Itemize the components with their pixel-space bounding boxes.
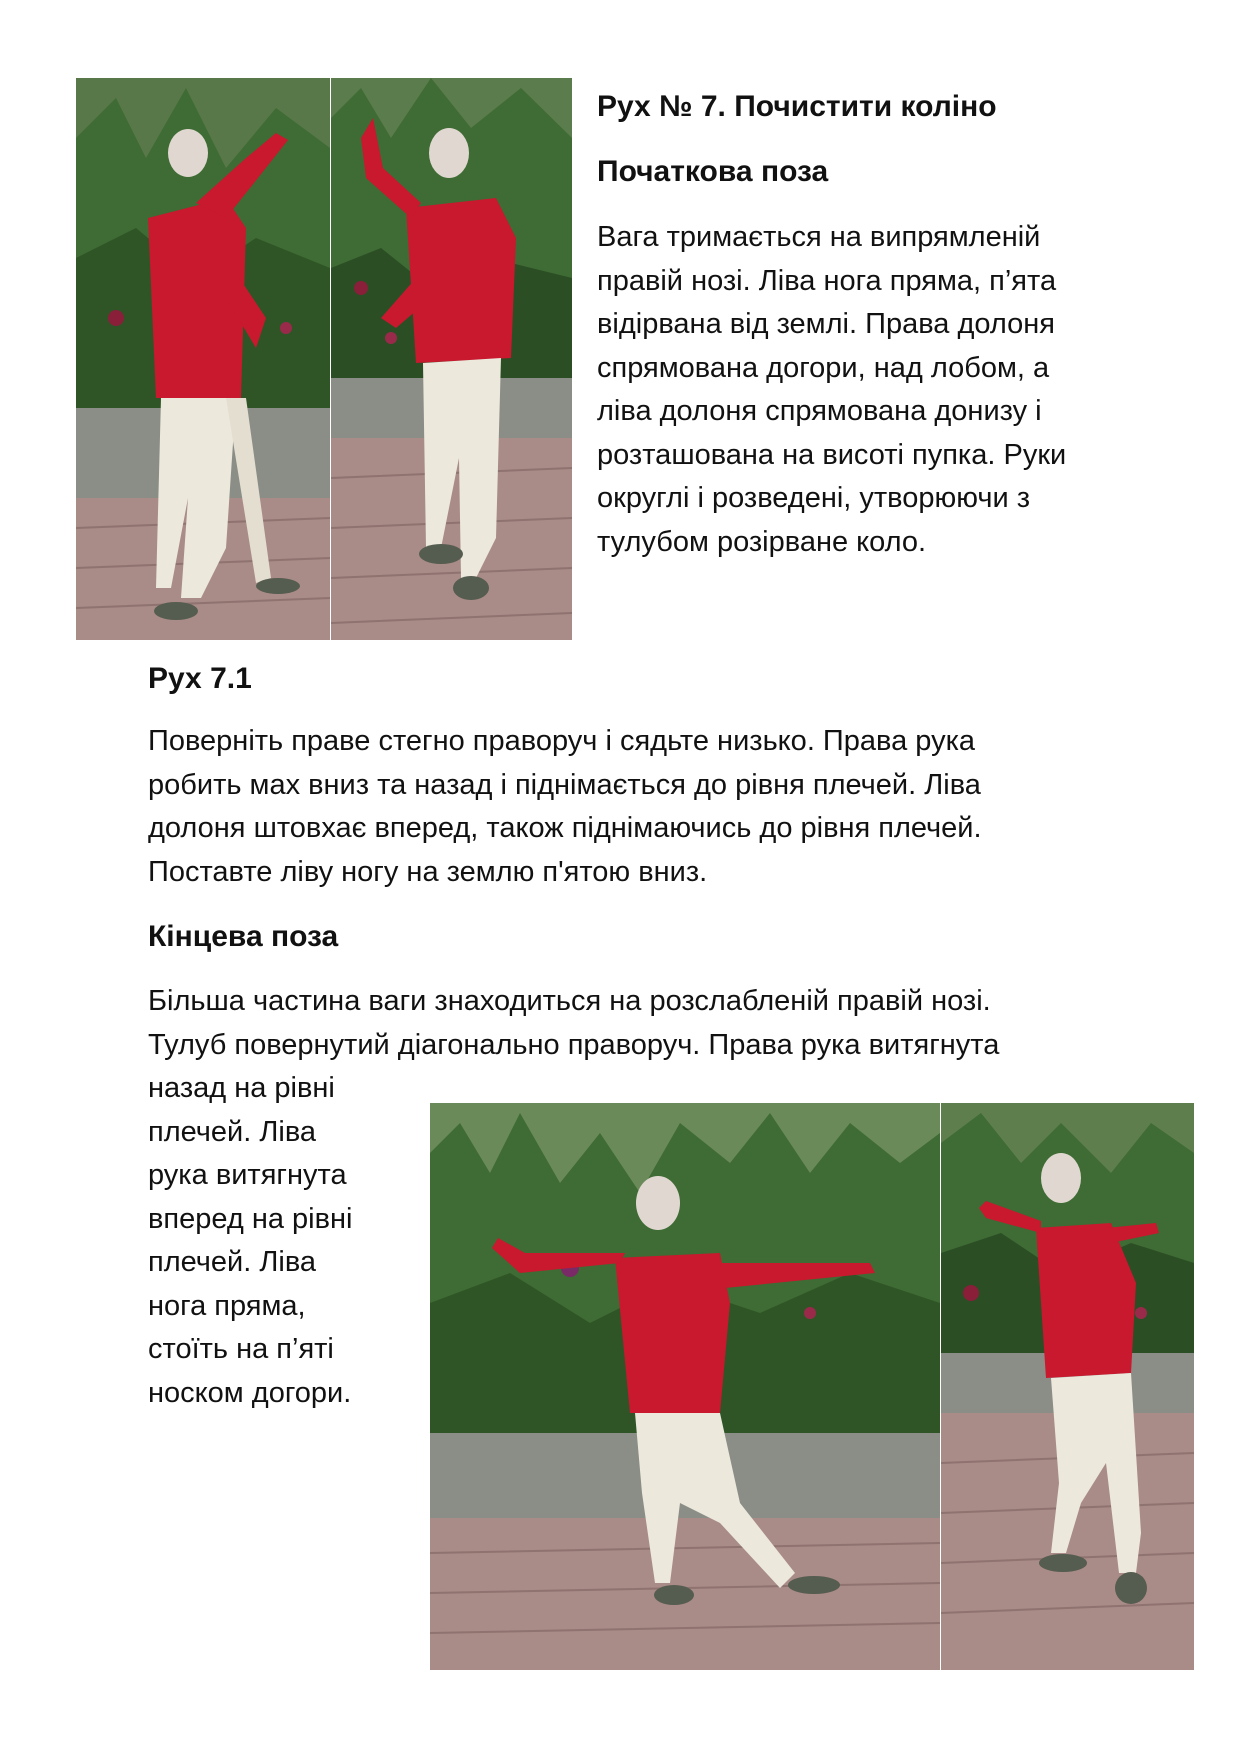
text-line: спрямована догори, над лобом, а bbox=[597, 351, 1050, 384]
text-line: Вага тримається на випрямленій bbox=[597, 221, 1041, 253]
text-line: ліва долоня спрямована донизу і bbox=[597, 395, 1042, 427]
text-line: робить мах вниз та назад і піднімається до рівня плечей. Ліва bbox=[148, 768, 981, 801]
text-line: назад на рівні bbox=[148, 1072, 335, 1104]
text-line: Поверніть праве стегно праворуч і сядьте низько. Права рука bbox=[148, 725, 976, 757]
text-line: розташована на висоті пупка. Руки bbox=[597, 438, 1067, 471]
photo-start-pose-side bbox=[76, 78, 330, 640]
text-line: нога пряма, bbox=[148, 1289, 306, 1322]
photo-start-pose-front bbox=[331, 78, 572, 640]
text-line: носком догори. bbox=[148, 1376, 352, 1409]
text-line: правій нозі. Ліва нога пряма, п’ята bbox=[597, 264, 1057, 297]
photo-end-pose-front bbox=[430, 1103, 940, 1670]
text-line: долоня штовхає вперед, також піднімаючись до рівня плечей. bbox=[148, 812, 982, 844]
text-line: плечей. Ліва bbox=[148, 1246, 317, 1278]
text-line: округлі і розведені, утворюючи з bbox=[597, 482, 1031, 514]
text-line: відірвана від землі. Права долоня bbox=[597, 308, 1055, 340]
text-line: тулубом розірване коло. bbox=[597, 525, 927, 558]
end-pose-heading: Кінцева поза bbox=[148, 920, 339, 953]
text-line: рука витягнута bbox=[148, 1159, 347, 1191]
photo-end-pose-side bbox=[941, 1103, 1194, 1670]
page-title: Рух № 7. Почистити коліно bbox=[597, 90, 997, 123]
start-pose-description bbox=[597, 216, 1066, 564]
end-pose-description bbox=[148, 980, 999, 1067]
movement-description bbox=[148, 720, 982, 894]
text-line: Більша частина ваги знаходиться на розслабленій правій нозі. bbox=[148, 985, 991, 1017]
text-line: вперед на рівні bbox=[148, 1202, 353, 1235]
text-line: стоїть на п’яті bbox=[148, 1333, 334, 1365]
start-pose-heading: Початкова поза bbox=[597, 155, 829, 188]
text-line: плечей. Ліва bbox=[148, 1115, 317, 1148]
movement-heading: Рух 7.1 bbox=[148, 662, 252, 695]
end-pose-description-continued bbox=[148, 1067, 352, 1415]
text-line: Тулуб повернутий діагонально праворуч. Права рука витягнута bbox=[148, 1028, 1000, 1061]
text-line: Поставте ліву ногу на землю п'ятою вниз. bbox=[148, 855, 708, 888]
